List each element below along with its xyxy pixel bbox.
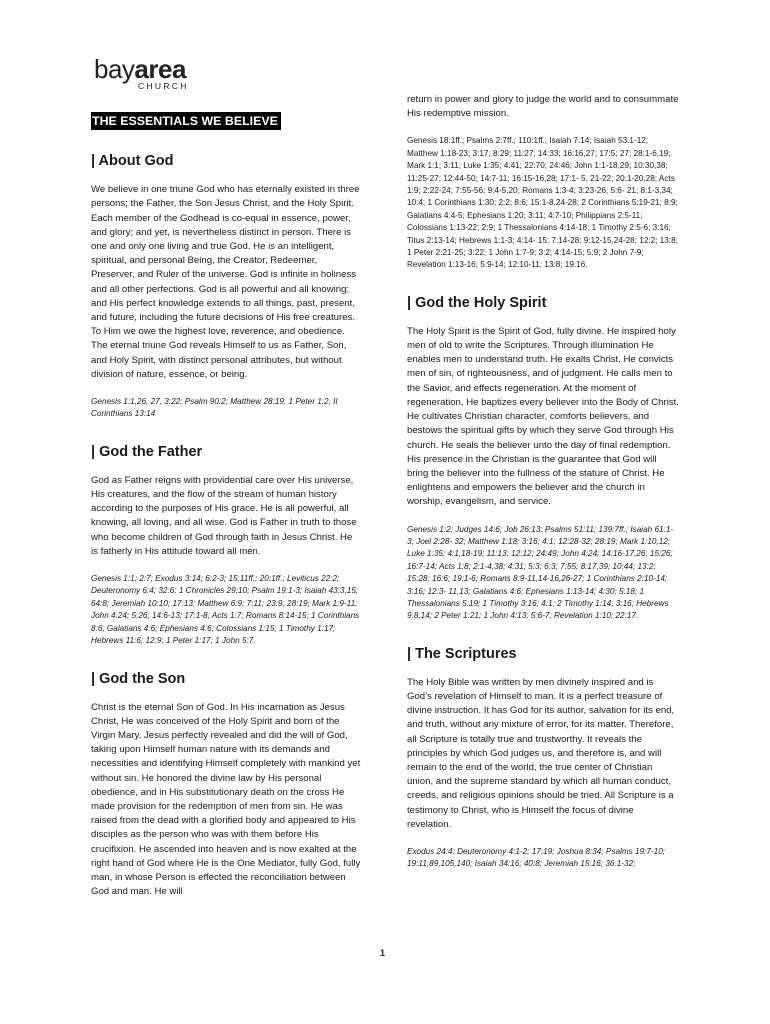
church-logo[interactable] (94, 56, 204, 92)
heading-god-father: | God the Father (91, 443, 203, 460)
god-son-body: Christ is the eternal Son of God. In His incarnation as Jesus Christ, He was conceived of the Holy Spirit and born of the Virgin Mary. Jesus perfectly revealed and did the will of God, taking upon Himself human nature with its demands and necessities and identifying Himself completely with mankind yet without sin. He honored the divine law by His personal obedience, and in His substitutionary death on the cross He made provision for the redemption of men from sin. He was raised from the dead with a glorified body and appeared to His disciples as the person who was with them before His crucifixion. He ascended into heaven and is now exalted at the right hand of God where He is the One Mediator, fully God, fully man, in whose Person is effected the reconciliation between God and man. He will (91, 701, 361, 898)
right-column (407, 93, 679, 893)
heading-god-son: | God the Son (91, 670, 186, 687)
god-son-references: Genesis 18:1ff.; Psalms 2:7ff.; 110:1ff.; Isaiah 7:14; Isaiah 53:1-12; Matthew 1:18-23; 3:17; 8:29; 11:27; 14:33; 16:16,27; 17:5; 27; 28:1-6,19; Mark 1:1; 3:11; Luke 1:35; 4:41; 22:70; 24:46; John 1:1-18,29; 10:30,38; 11:25-27; 12:44-50; 14:7-11; 16:15-16,28; 17:1- 5, 21-22; 20:1-20,28; Acts 1:9; 2:22-24; 7:55-56; 9:4-5,20; Romans 1:3-4; 3:23-26; 5:6- 21; 8:1-3,34; 10:4; 1 Corinthians 1:30; 2:2; 8:6; 15:1-8,24-28; 2 Corinthians 5:19-21; 8:9; Galatians 4:4-5; Ephesians 1:20; 3:11; 4:7-10; Philippians 2:5-11; Colossians 1:13-22; 2:9; 1 Thessalonians 4:14-18; 1 Timothy 2:5-6; 3:16; Titus 2:13-14; Hebrews 1:1-3; 4:14- 15; 7:14-28; 9:12-15,24-28; 12:2; 13:8; 1 Peter 2:21-25; 3:22; 1 John 1:7-9; 3:2; 4:14-15; 5:9; 2 John 7-9; Revelation 1:13-16; 5:9-14; 12:10-11; 13:8; 19:16. (407, 136, 678, 270)
logo-part-1: bay (94, 54, 135, 84)
scriptures-references: Exodus 24:4; Deuteronomy 4:1-2; 17:19; Joshua 8:34; Psalms 19:7-10; 19:11,89,105,140; Isaiah 34:16; 40:8; Jeremiah 15:16; 36:1-32; (407, 847, 666, 869)
holy-spirit-body: The Holy Spirit is the Spirit of God, fully divine. He inspired holy men of old to write the Scriptures. Through illumination He enables men to understand truth. He exalts Christ. He convicts men of sin, of righteousness, and of judgment. He calls men to the Savior, and effects regeneration. At the moment of regeneration, He baptizes every believer into the Body of Christ. He cultivates Christian character, comforts believers, and bestows the spiritual gifts by which they serve God through His church. He seals the believer unto the day of final redemption. His presence in the Christian is the guarantee that God will bring the believer into the fullness of the stature of Christ. He enlightens and empowers the believer and the church in worship, evangelism, and service. (407, 325, 679, 508)
about-god-body: We believe in one triune God who has eternally existed in three persons; the Father, the Son Jesus Christ, and the Holy Spirit. Each member of the Godhead is co-equal in essence, power, and glory; and yet, is nevertheless distinct in person. There is one and only one living and true God. He is an intelligent, spiritual, and personal Being, the Creator, Redeemer, Preserver, and Ruler of the universe. God is infinite in holiness and all other perfections. God is all powerful and all knowing; and His perfect knowledge extends to all things, past, present, and future, including the future decisions of His free creatures. To Him we owe the highest love, reverence, and obedience. The eternal triune God reveals Himself to us as Father, Son, and Holy Spirit, with distinct personal attributes, but without division of nature, essence, or being. (91, 184, 360, 380)
heading-scriptures: | The Scriptures (407, 645, 517, 662)
left-column (91, 112, 361, 913)
holy-spirit-references: Genesis 1:2; Judges 14:6; Job 26:13; Psalms 51:11; 139:7ff.; Isaiah 61:1-3; Joel 2:28- 32; Matthew 1:18; 3:16; 4:1; 12:28-32; 28:19; Mark 1:10,12; Luke 1:35; 4:1,18-19; 11:13; 12:12; 24:49; John 4:24; 14:16-17,26; 15:26; 16:7-14; Acts 1:8; 2:1-4,38; 4:31; 5:3; 6:3; 7:55; 8:17,39; 10:44; 13:2; 15:28; 16:6; 19:1-6; Romans 8:9-11,14-16,26-27; 1 Corinthians 2:10-14; 3:16; 12:3- 11,13; Galatians 4:6; Ephesians 1:13-14; 4:30; 5:18; 1 Thessalonians 5:19; 1 Timothy 3:16; 4:1; 2 Timothy 1:14; 3:16; Hebrews 9:8,14; 2 Peter 1:21; 1 John 4:13; 5:6-7; Revelation 1:10; 22:17. (407, 524, 674, 621)
logo-subtitle: CHURCH (138, 81, 189, 91)
heading-about-god: | About God (91, 153, 174, 170)
god-son-body-continued: return in power and glory to judge the world and to consummate His redemptive mission. (407, 94, 679, 120)
page-number: 1 (380, 948, 386, 958)
page-title: THE ESSENTIALS WE BELIEVE (91, 112, 281, 130)
logo-wordmark (94, 56, 204, 82)
god-father-body: God as Father reigns with providential care over His universe, His creatures, and the flow of the stream of human history according to the purposes of His grace. He is all powerful, all knowing, all loving, and all wise. God is Father in truth to those who become children of God through faith in Jesus Christ. He is fatherly in His attitude toward all men. (91, 474, 357, 557)
logo-part-2: area (134, 54, 186, 84)
scriptures-body: The Holy Bible was written by men divinely inspired and is God’s revelation of Himself to man. It is a perfect treasure of divine instruction. It has God for its author, salvation for its end, and truth, without any mixture of error, for its matter. Therefore, all Scripture is totally true and trustworthy. It reveals the principles by which God judges us, and therefore is, and will remain to the end of the world, the true center of Christian union, and the supreme standard by which all human conduct, creeds, and religious opinions should be tried. All Scripture is a testimony to Christ, who is Himself the focus of divine revelation. (407, 676, 675, 830)
heading-holy-spirit: | God the Holy Spirit (407, 294, 547, 311)
about-god-references: Genesis 1:1,26, 27, 3:22; Psalm 90:2; Matthew 28:19, 1 Peter 1:2, II Corinthians 13:14 (91, 397, 338, 419)
god-father-references: Genesis 1:1; 2:7; Exodus 3:14; 6:2-3; 15:11ff.; 20:1ff.; Leviticus 22:2; Deuteronomy 6:4; 32:6; 1 Chronicles 29:10; Psalm 19:1-3; Isaiah 43:3,15; 64:8; Jeremiah 10:10; 17:13; Matthew 6:9; 7:11; 23:9; 28:19; Mark 1:9-11; John 4:24; 5:26; 14:6-13; 17:1-8; Acts 1:7; Romans 8:14-15; 1 Corinthians 8:6; Galatians 4:6; Ephesians 4:6; Colossians 1:15; 1 Timothy 1:17; Hebrews 11:6; 12:9; 1 Peter 1:17; 1 John 5:7. (91, 574, 360, 646)
